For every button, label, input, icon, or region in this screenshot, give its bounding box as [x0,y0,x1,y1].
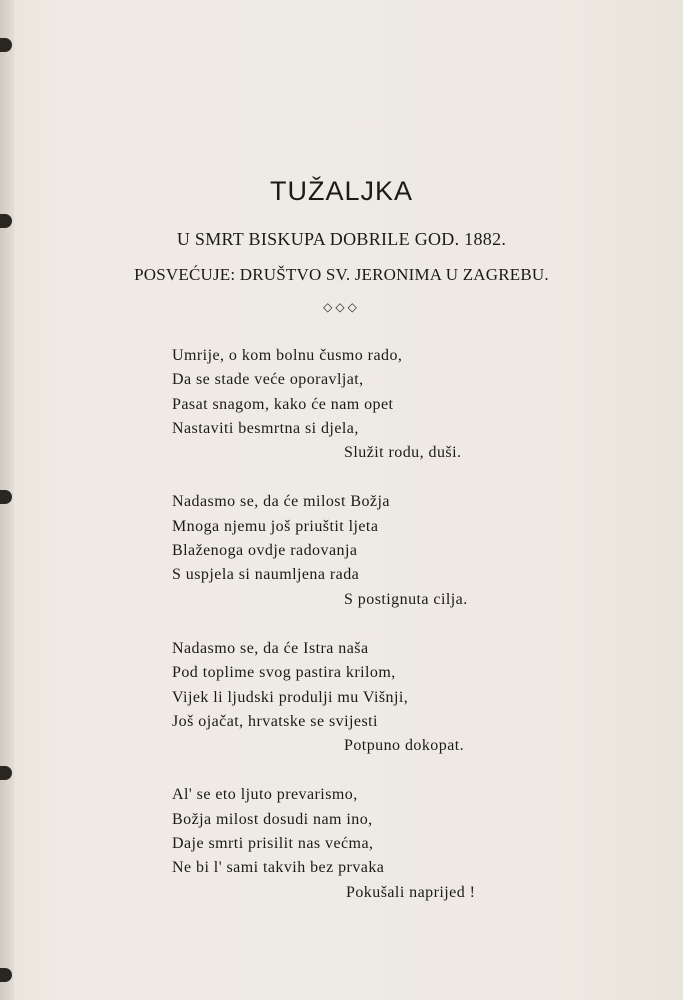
verse-line: Pasat snagom, kako će nam opet [172,395,394,413]
stanza [172,783,512,904]
poem-title: TUŽALJKA [269,176,414,206]
verse-line-indented: Potpuno dokopat. [344,737,465,755]
stanza [172,637,512,758]
verse-line: Al' se eto ljuto prevarismo, [172,786,358,804]
poem-dedication: POSVEĆUJE: DRUŠTVO SV. JERONIMA U ZAGREBU. [134,265,549,284]
verse-line: Nastaviti besmrtna si djela, [172,419,359,437]
poem-subtitle: U SMRT BISKUPA DOBRILE GOD. 1882. [176,229,507,249]
verse-line-indented: Pokušali naprijed ! [346,883,476,901]
verse-line: Mnoga njemu još priuštit ljeta [172,517,379,535]
verse-line: Pod toplime svog pastira krilom, [172,664,396,682]
verse-line: Božja milost dosudi nam ino, [172,810,373,828]
stanza [172,344,512,465]
stanza [172,490,512,611]
verse-line-indented: Služit rodu, duši. [344,444,462,462]
verse-line: Daje smrti prisilit nas većma, [172,835,374,853]
verse-line: Blaženoga ovdje radovanja [172,542,358,560]
verse-line: Nadasmo se, da će milost Božja [172,493,390,511]
verse-line-indented: S postignuta cilja. [344,590,468,608]
verse-line: S uspjela si naumljena rada [172,566,360,584]
verse-line: Umrije, o kom bolnu čusmo rado, [172,347,403,364]
verse-line: Nadasmo se, da će Istra naša [172,639,369,657]
verse-line: Vijek li ljudski produlji mu Višnji, [172,688,409,706]
poem-body [172,344,512,930]
verse-line: Ne bi l' sami takvih bez prvaka [172,859,385,877]
ornament-diamonds: ◇◇◇ [323,300,360,314]
verse-line: Još ojačat, hrvatske se svijesti [172,712,378,730]
verse-line: Da se stade veće oporavljat, [172,371,364,389]
